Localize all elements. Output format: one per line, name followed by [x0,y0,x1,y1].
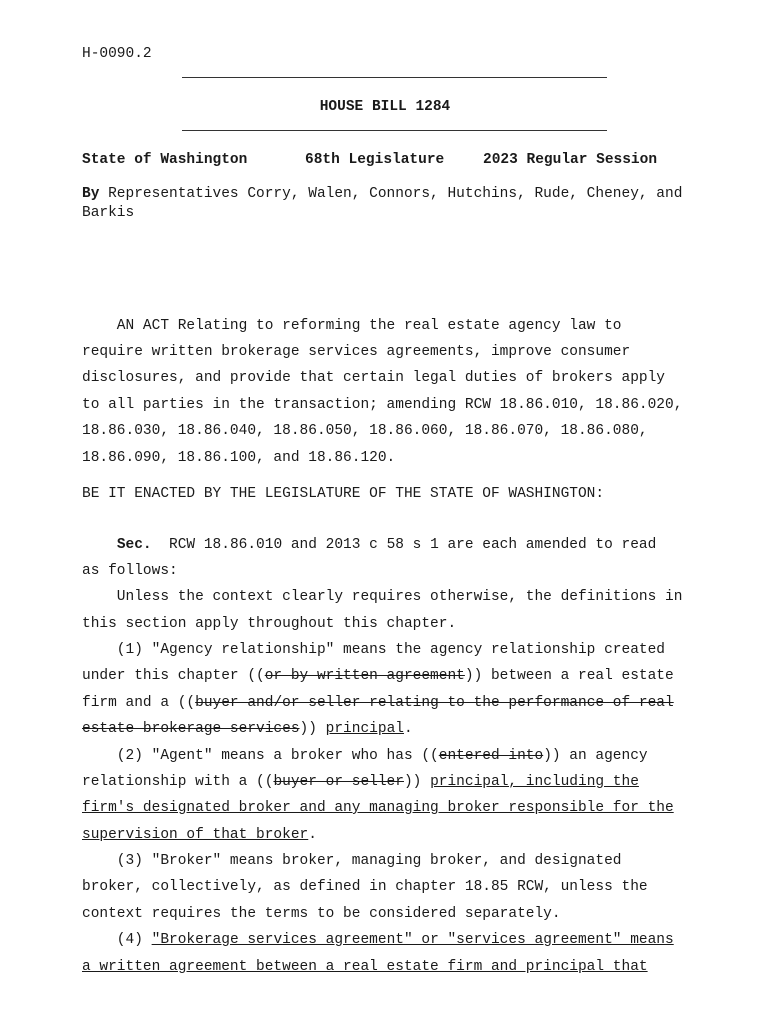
deleted-text: buyer or seller [273,774,404,790]
text-run: (2) "Agent" means a broker who has (( [82,748,439,764]
def1-line-2 [82,668,674,684]
sponsors-line-2: Barkis [82,205,135,221]
by-label: By [82,186,100,202]
def2-line-4 [82,827,317,843]
title-rule-top [182,77,607,78]
text-run: firm and a (( [82,695,196,711]
inserted-text: a written agreement between a real estate firm and principal that [82,959,648,975]
state-label: State of Washington [82,152,248,168]
section-citation: RCW 18.86.010 and 2013 c 58 s 1 are each amended to read [151,537,657,553]
def2-line-2 [82,774,639,790]
intro-line-2: this section apply throughout this chapter. [82,616,457,632]
def2-line-3 [82,800,674,816]
intro-line-1: Unless the context clearly requires otherwise, the definitions in [82,589,683,605]
def3-line-1: (3) "Broker" means broker, managing broker, and designated [82,853,622,869]
text-run: (4) [82,932,152,948]
text-run: relationship with a (( [82,774,274,790]
act-line-5: 18.86.030, 18.86.040, 18.86.050, 18.86.060, 18.86.070, 18.86.080, [82,423,648,439]
deleted-text: buyer and/or seller relating to the performance of real [195,695,674,711]
legislature-label: 68th Legislature [305,152,445,168]
inserted-text: firm's designated broker and any managing broker responsible for the [82,800,674,816]
enacting-clause: BE IT ENACTED BY THE LEGISLATURE OF THE STATE OF WASHINGTON: [82,486,605,502]
session-label: 2023 Regular Session [483,152,658,168]
section-heading-cont: as follows: [82,563,178,579]
act-line-2: require written brokerage services agreements, improve consumer [82,344,631,360]
bill-title: HOUSE BILL 1284 [319,99,451,115]
def4-line-1 [82,932,674,948]
def3-line-3: context requires the terms to be considered separately. [82,906,561,922]
text-run: )) an agency [543,748,648,764]
text-run: )) [403,774,431,790]
inserted-text: principal [325,721,404,737]
sponsors-line-1 [82,186,682,202]
document-code: H-0090.2 [82,46,152,62]
deleted-text: estate brokerage services [82,721,300,737]
deleted-text: entered into [438,748,544,764]
act-line-3: disclosures, and provide that certain legal duties of brokers apply [82,370,665,386]
act-line-6: 18.86.090, 18.86.100, and 18.86.120. [82,450,396,466]
title-rule-bottom [182,130,607,131]
sponsors-names: Representatives Corry, Walen, Connors, Hutchins, Rude, Cheney, and [99,186,683,202]
act-line-1: AN ACT Relating to reforming the real estate agency law to [82,318,622,334]
section-heading [82,537,656,553]
inserted-text: supervision of that broker [82,827,309,843]
text-run: . [308,827,317,843]
act-line-4: to all parties in the transaction; amending RCW 18.86.010, 18.86.020, [82,397,683,413]
inserted-text: principal, including the [430,774,639,790]
def1-line-3 [82,695,674,711]
def2-line-1 [82,748,648,764]
def1-line-1: (1) "Agency relationship" means the agency relationship created [82,642,665,658]
def1-line-4 [82,721,413,737]
inserted-text: "Brokerage services agreement" or "services agreement" means [151,932,674,948]
text-run: )) between a real estate [464,668,674,684]
text-run: . [403,721,413,737]
text-run: under this chapter (( [82,668,265,684]
def3-line-2: broker, collectively, as defined in chapter 18.85 RCW, unless the [82,879,648,895]
deleted-text: or by written agreement [264,668,465,684]
def4-line-2 [82,959,648,975]
section-label: Sec. [116,537,152,553]
text-run: )) [299,721,326,737]
